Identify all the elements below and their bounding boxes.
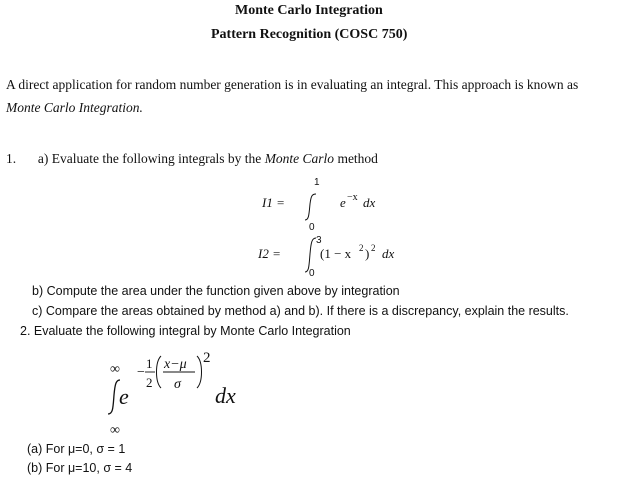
gauss-minus: − xyxy=(137,365,145,380)
part-b: b) Compute the area under the function given above by integration xyxy=(32,284,400,298)
question-1-number: 1. xyxy=(6,151,17,166)
part-a-method: Monte Carlo xyxy=(264,151,335,166)
gauss-base: e xyxy=(119,384,129,409)
i1-lower: 0 xyxy=(309,222,315,232)
option-a: (a) For μ=0, σ = 1 xyxy=(27,442,126,456)
intro-line-1: A direct application for random number generation is in evaluating an integral. This approach is known as xyxy=(6,77,579,92)
i1-integrand: e xyxy=(340,195,346,210)
gauss-upper: ∞ xyxy=(110,362,120,377)
part-c: c) Compare the areas obtained by method a) and b). If there is a discrepancy, explain the results. xyxy=(32,304,569,318)
i2-close-paren: ) xyxy=(365,246,370,261)
gauss-power: 2 xyxy=(203,350,211,366)
i1-exponent: −x xyxy=(347,192,358,203)
part-a-suffix: method xyxy=(337,151,378,166)
question-2: 2. Evaluate the following integral by Monte Carlo Integration xyxy=(20,324,351,338)
i2-integrand: (1 − x xyxy=(320,246,352,261)
i1-upper: 1 xyxy=(314,177,320,188)
equation-i2 xyxy=(250,230,420,280)
i2-dx: dx xyxy=(382,246,395,261)
gauss-lower: ∞ xyxy=(110,423,120,438)
equation-gaussian xyxy=(95,340,295,440)
question-1 xyxy=(6,151,378,167)
gauss-dx: dx xyxy=(215,383,236,408)
i1-lhs: I1 = xyxy=(262,195,285,210)
i2-outer-square: 2 xyxy=(371,243,376,253)
gauss-inner-num: x−μ xyxy=(164,357,187,372)
i1-dx: dx xyxy=(363,195,376,210)
course-subtitle: Pattern Recognition (COSC 750) xyxy=(211,27,408,42)
i2-inner-square: 2 xyxy=(359,243,364,253)
i2-lower: 0 xyxy=(309,268,315,279)
i2-upper: 3 xyxy=(316,235,322,246)
page-title: Monte Carlo Integration xyxy=(235,3,383,18)
part-a-prefix: a) Evaluate the following integrals by the xyxy=(37,151,262,166)
gauss-half-den: 2 xyxy=(146,375,153,390)
equation-i1 xyxy=(250,170,390,232)
i1-integral-sign xyxy=(305,194,316,220)
gauss-half-num: 1 xyxy=(146,356,153,371)
gauss-inner-den: σ xyxy=(174,377,181,392)
i2-integral-sign xyxy=(305,238,316,272)
gauss-left-paren xyxy=(157,356,162,388)
option-b: (b) For μ=10, σ = 4 xyxy=(27,461,133,475)
gauss-right-paren xyxy=(197,356,202,388)
intro-line-2: Monte Carlo Integration. xyxy=(6,100,143,115)
i2-lhs: I2 = xyxy=(258,246,281,261)
